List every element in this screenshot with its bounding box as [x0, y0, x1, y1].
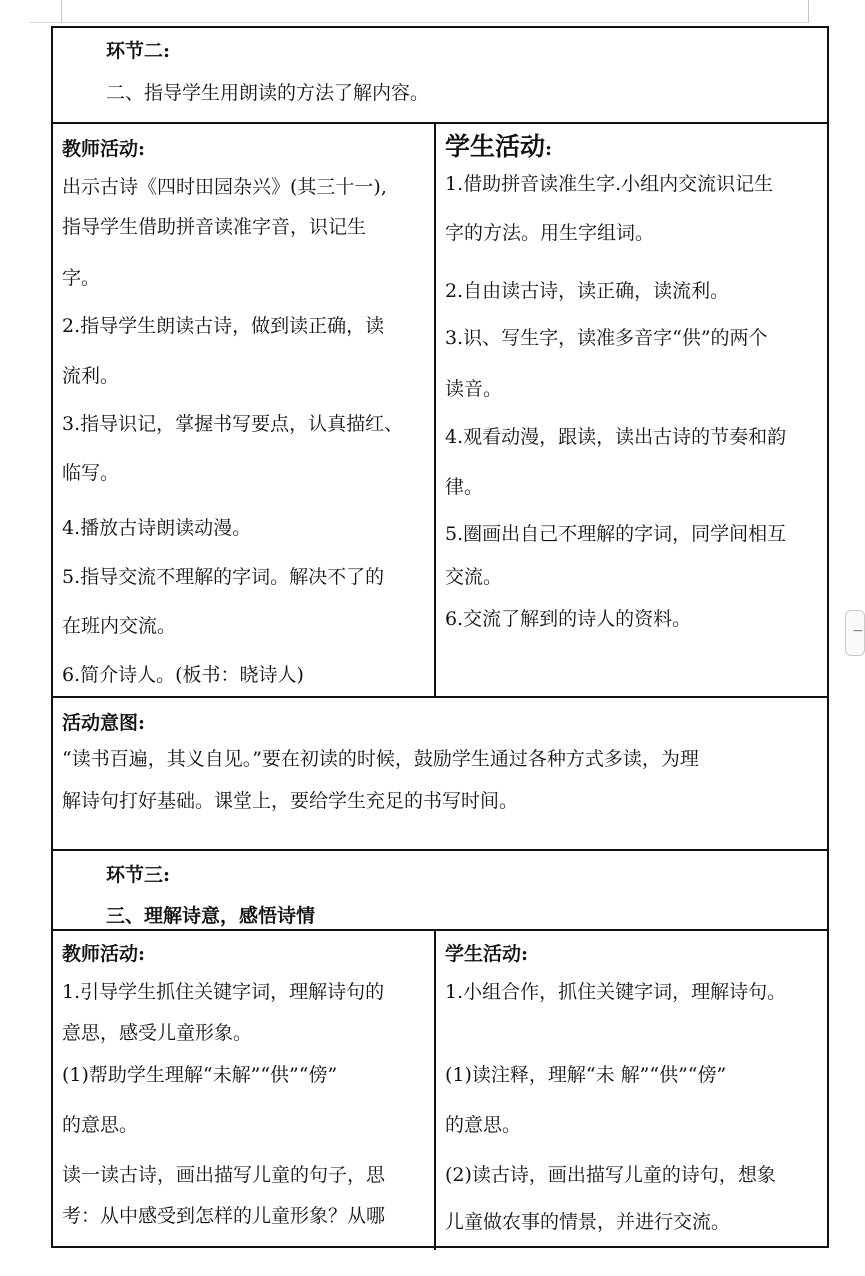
- student-activity-line: 儿童做农事的情景，并进行交流。: [445, 1211, 731, 1233]
- teacher-activity-line: 出示古诗《四时田园杂兴》(其三十一),: [62, 176, 387, 198]
- activity-intent-label: 活动意图:: [62, 712, 146, 734]
- section-heading: 环节三:: [106, 864, 171, 886]
- lesson-plan-table: [51, 26, 829, 1248]
- teacher-activity-label: 教师活动:: [62, 138, 146, 160]
- section-title: 二、指导学生用朗读的方法了解内容。: [106, 82, 430, 104]
- student-activity-line: 5.圈画出自己不理解的字词，同学间相互: [445, 523, 787, 545]
- section-title: 三、理解诗意，感悟诗情: [106, 905, 316, 927]
- teacher-activity-line: 临写。: [62, 462, 120, 484]
- teacher-activity-line: 字。: [62, 267, 101, 289]
- row-divider: [53, 849, 827, 851]
- teacher-activity-line: 在班内交流。: [62, 615, 177, 637]
- student-activity-line: 3.识、写生字，读准多音字“供”的两个: [445, 327, 768, 349]
- student-activity-label: 学生活动:: [445, 943, 529, 965]
- section-heading: 环节二:: [106, 40, 171, 62]
- teacher-activity-line: 指导学生借助拼音读准字音，识记生: [62, 216, 367, 238]
- activity-intent-line: “读书百遍，其义自见。”要在初读的时候，鼓励学生通过各种方式多读，为理: [62, 748, 699, 770]
- student-activity-line: (1)读注释，理解“未 解”“供”“傍”: [445, 1064, 727, 1086]
- student-activity-line: (2)读古诗，画出描写儿童的诗句，想象: [445, 1164, 776, 1186]
- student-activity-line: 2.自由读古诗，读正确，读流利。: [445, 280, 730, 302]
- page-margin-marker-right: [808, 0, 809, 22]
- teacher-activity-line: (1)帮助学生理解“未解”“供”“傍”: [62, 1064, 338, 1086]
- activity-intent-line: 解诗句打好基础。课堂上，要给学生充足的书写时间。: [62, 790, 519, 812]
- teacher-activity-label: 教师活动:: [62, 943, 146, 965]
- student-activity-line: 字的方法。用生字组词。: [445, 222, 655, 244]
- teacher-activity-line: 1.引导学生抓住关键字词，理解诗句的: [62, 981, 385, 1003]
- row-divider: [53, 122, 827, 124]
- teacher-activity-line: 流利。: [62, 365, 120, 387]
- student-activity-line: 1.借助拼音读准生字.小组内交流识记生: [445, 173, 774, 195]
- teacher-activity-line: 意思，感受儿童形象。: [62, 1022, 253, 1044]
- teacher-activity-line: 6.简介诗人。(板书：晓诗人): [62, 664, 304, 686]
- teacher-activity-line: 3.指导识记，掌握书写要点，认真描红、: [62, 413, 404, 435]
- student-activity-line: 交流。: [445, 566, 503, 588]
- student-activity-line: 6.交流了解到的诗人的资料。: [445, 608, 692, 630]
- student-activity-line: 的意思。: [445, 1114, 522, 1136]
- teacher-activity-line: 2.指导学生朗读古诗，做到读正确，读: [62, 315, 385, 337]
- teacher-activity-line: 考：从中感受到怎样的儿童形象？从哪: [62, 1205, 386, 1227]
- teacher-activity-line: 5.指导交流不理解的字词。解决不了的: [62, 566, 385, 588]
- minus-icon: −: [852, 623, 864, 639]
- student-activity-line: 律。: [445, 476, 484, 498]
- teacher-activity-line: 的意思。: [62, 1114, 139, 1136]
- teacher-activity-line: 4.播放古诗朗读动漫。: [62, 517, 252, 539]
- student-activity-label: 学生活动:: [445, 132, 553, 161]
- row-divider: [53, 696, 827, 698]
- page-top-edge: [30, 22, 810, 23]
- column-divider: [434, 929, 436, 1250]
- row-divider: [53, 929, 827, 931]
- student-activity-line: 1.小组合作，抓住关键字词，理解诗句。: [445, 981, 787, 1003]
- page-margin-marker-left: [61, 0, 62, 22]
- teacher-activity-line: 读一读古诗，画出描写儿童的句子，思: [62, 1164, 386, 1186]
- student-activity-line: 4.观看动漫，跟读，读出古诗的节奏和韵: [445, 426, 787, 448]
- student-activity-line: 读音。: [445, 378, 503, 400]
- column-divider: [434, 122, 436, 698]
- side-scroll-tab[interactable]: [845, 610, 865, 656]
